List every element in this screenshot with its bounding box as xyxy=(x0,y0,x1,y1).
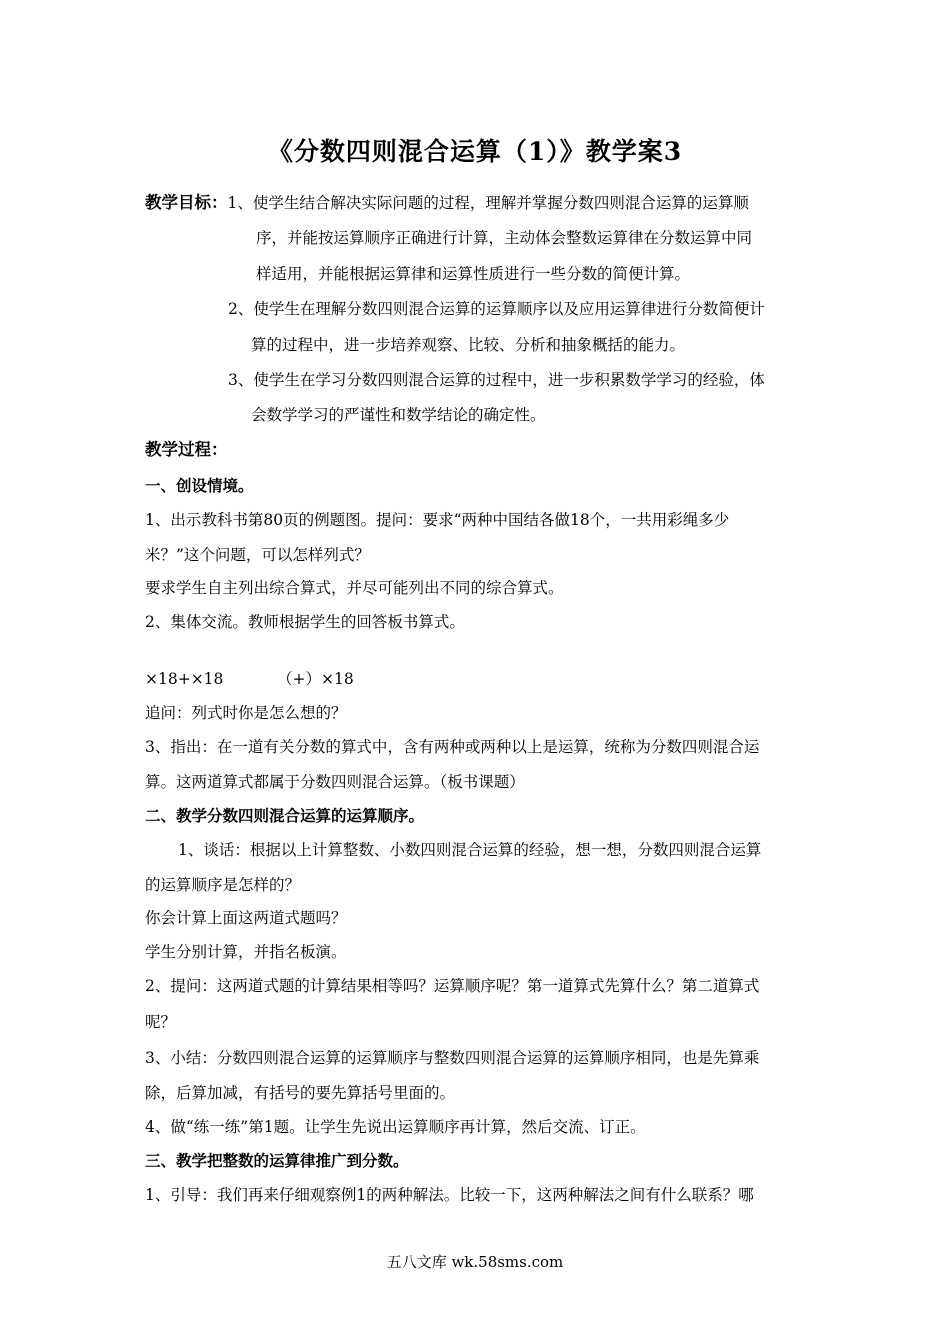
process-label: 教学过程： xyxy=(145,440,228,459)
formula-a: ×18+×18 xyxy=(145,670,224,688)
objective-1-line-1: 1、使学生结合解决实际问题的过程，理解并掌握分数四则混合运算的运算顺 xyxy=(227,194,749,212)
objective-3-line-2: 会数学学习的严谨性和数学结论的确定性。 xyxy=(251,406,546,424)
objectives-label: 教学目标： xyxy=(145,193,228,212)
section-2-paragraph-6: 4、做“练一练”第1题。让学生先说出运算顺序再计算，然后交流、订正。 xyxy=(145,1118,646,1136)
section-2-paragraph-2: 你会计算上面这两道式题吗？ xyxy=(145,909,347,927)
formula-b: （+）×18 xyxy=(277,670,354,688)
section-1-paragraph-1-line-1: 1、出示教科书第80页的例题图。提问：要求“两种中国结各做18个，一共用彩绳多少 xyxy=(145,511,730,529)
objective-1-line-2: 序，并能按运算顺序正确进行计算，主动体会整数运算律在分数运算中同 xyxy=(256,229,753,247)
objective-1-line-3: 样适用，并能根据运算律和运算性质进行一些分数的简便计算。 xyxy=(256,265,691,283)
section-1-paragraph-5-line-2: 算。这两道算式都属于分数四则混合运算。（板书课题） xyxy=(145,773,525,791)
section-2-heading: 二、教学分数四则混合运算的运算顺序。 xyxy=(145,806,425,825)
section-1-paragraph-5-line-1: 3、指出：在一道有关分数的算式中，含有两种或两种以上是运算，统称为分数四则混合运 xyxy=(145,738,760,756)
objective-2-line-2: 算的过程中，进一步培养观察、比较、分析和抽象概括的能力。 xyxy=(251,336,686,354)
section-2-paragraph-1-line-1: 1、谈话：根据以上计算整数、小数四则混合运算的经验，想一想，分数四则混合运算 xyxy=(178,841,762,859)
section-2-paragraph-5-line-2: 除，后算加减，有括号的要先算括号里面的。 xyxy=(145,1084,456,1102)
section-2-paragraph-5-line-1: 3、小结：分数四则混合运算的运算顺序与整数四则混合运算的运算顺序相同，也是先算乘 xyxy=(145,1049,760,1067)
section-1-paragraph-4: 追问：列式时你是怎么想的？ xyxy=(145,704,347,722)
section-1-paragraph-3: 2、集体交流。教师根据学生的回答板书算式。 xyxy=(145,613,465,631)
section-3-heading: 三、教学把整数的运算律推广到分数。 xyxy=(145,1151,409,1170)
section-2-paragraph-4-line-2: 呢？ xyxy=(145,1013,177,1031)
section-2-paragraph-3: 学生分别计算，并指名板演。 xyxy=(145,943,347,961)
objectives-line-1 xyxy=(145,193,749,213)
section-1-paragraph-1-line-2: 米？”这个问题，可以怎样列式？ xyxy=(145,546,370,564)
section-1-paragraph-2: 要求学生自主列出综合算式，并尽可能列出不同的综合算式。 xyxy=(145,579,564,597)
objective-2-line-1: 2、使学生在理解分数四则混合运算的运算顺序以及应用运算律进行分数简便计 xyxy=(228,300,765,318)
section-2-paragraph-1-line-2: 的运算顺序是怎样的？ xyxy=(145,876,301,894)
footer-watermark: 五八文库 wk.58sms.com xyxy=(386,1253,564,1271)
section-3-paragraph-1-line-1: 1、引导：我们再来仔细观察例1的两种解法。比较一下，这两种解法之间有什么联系？哪 xyxy=(145,1186,754,1204)
section-2-paragraph-4-line-1: 2、提问：这两道式题的计算结果相等吗？运算顺序呢？第一道算式先算什么？第二道算式 xyxy=(145,977,760,995)
document-title: 《分数四则混合运算（1）》教学案3 xyxy=(267,137,683,166)
objective-3-line-1: 3、使学生在学习分数四则混合运算的过程中，进一步积累数学学习的经验，体 xyxy=(228,371,765,389)
section-1-heading: 一、创设情境。 xyxy=(145,476,254,495)
